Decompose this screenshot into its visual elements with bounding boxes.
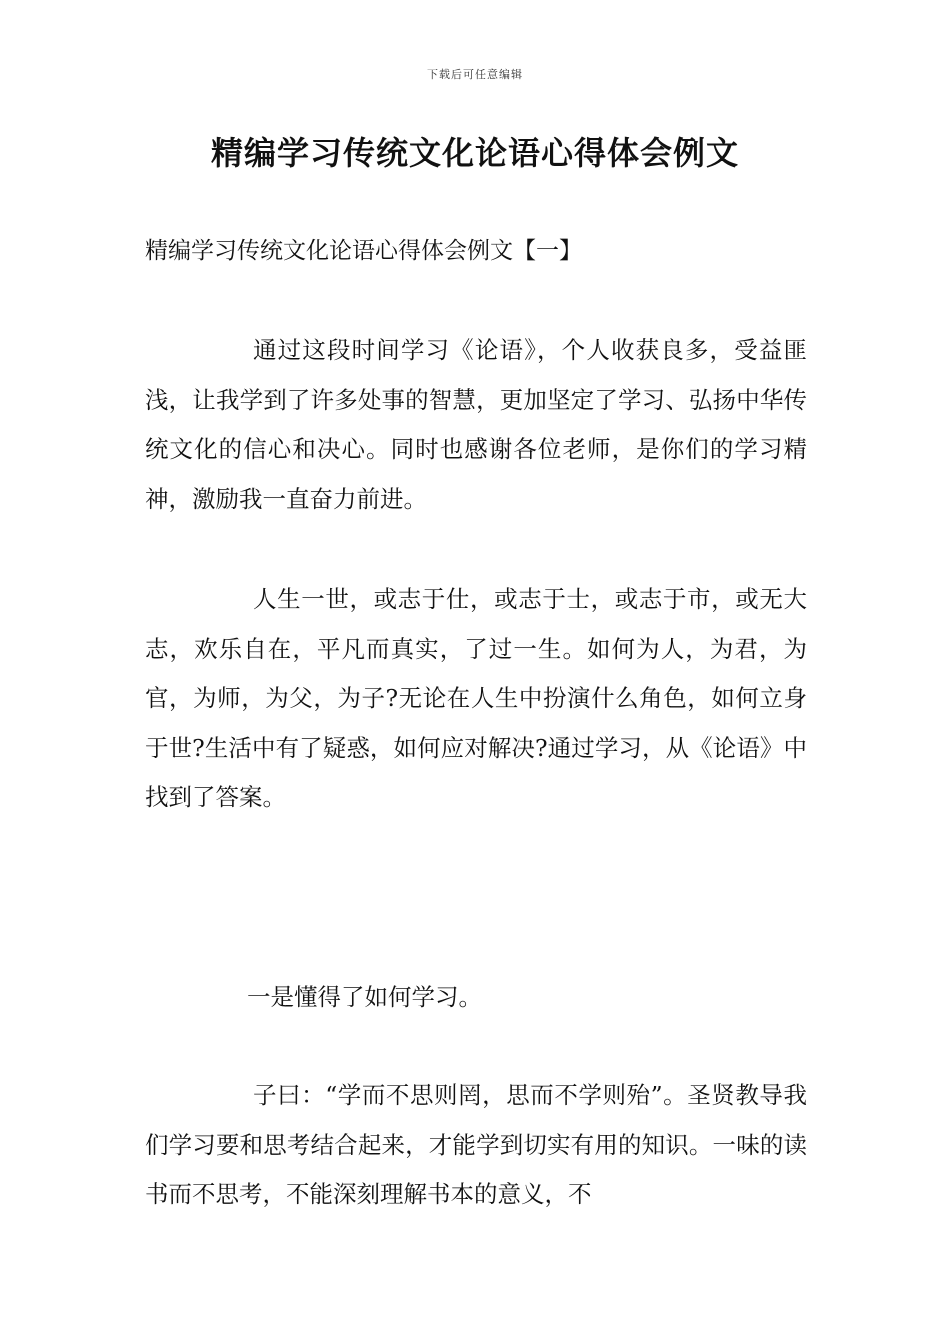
paragraph-4: 子曰：“学而不思则罔，思而不学则殆”。圣贤教导我们学习要和思考结合起来，才能学到切实有用的知识。一味的读书而不思考，不能深刻理解书本的意义，不: [145, 1081, 807, 1209]
paragraph-1: 通过这段时间学习《论语》，个人收获良多，受益匪浅，让我学到了许多处事的智慧，更加坚定了学习、弘扬中华传统文化的信心和决心。同时也感谢各位老师，是你们的学习精神，激励我一直奋力前进。: [145, 336, 807, 513]
paragraph-2: 人生一世，或志于仕，或志于士，或志于市，或无大志，欢乐自在，平凡而真实，了过一生。如何为人，为君，为官，为师，为父，为子?无论在人生中扮演什么角色，如何立身于世?生活中有了疑惑，如何应对解决?通过学习，从《论语》中找到了答案。: [145, 585, 807, 812]
section-heading: 精编学习传统文化论语心得体会例文【一】: [145, 238, 582, 264]
document-title: 精编学习传统文化论语心得体会例文: [210, 134, 739, 172]
header-note: 下载后可任意编辑: [427, 68, 523, 81]
paragraph-3: 一是懂得了如何学习。: [247, 983, 482, 1011]
